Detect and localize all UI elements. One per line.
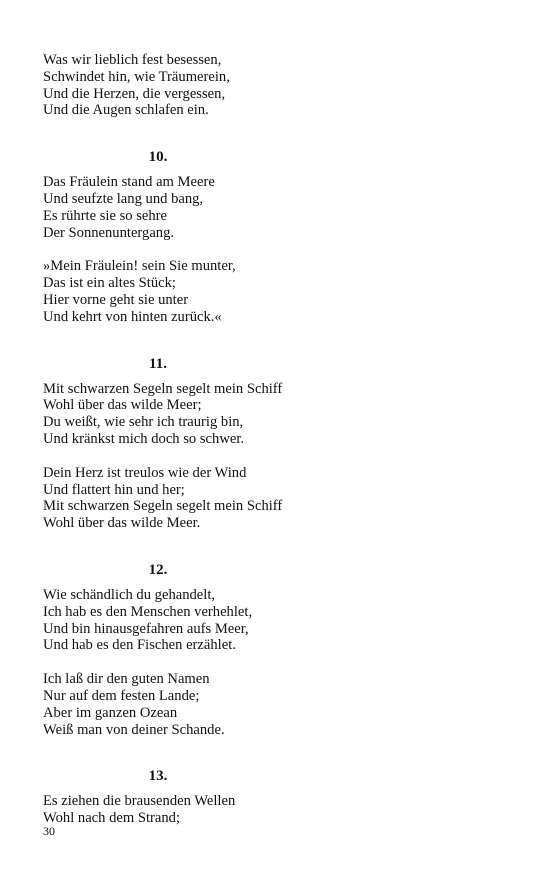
stanza-10-1 (43, 174, 273, 241)
verse-line: Wohl nach dem Strand; (43, 810, 181, 827)
verse-line: Und die Augen schlafen ein. (43, 102, 209, 119)
verse-line: Nur auf dem festen Lande; (43, 687, 200, 704)
stanza-12-2 (43, 671, 273, 738)
poem-number-12: 12. (148, 561, 168, 578)
verse-line: Das ist ein altes Stück; (43, 275, 176, 292)
verse-line: Das Fräulein stand am Meere (43, 174, 215, 191)
verse-line: Und bin hinausgefahren aufs Meer, (43, 620, 249, 637)
verse-line: Mit schwarzen Segeln segelt mein Schiff (43, 380, 283, 397)
stanza-gap (43, 654, 273, 671)
verse-line: Schwindet hin, wie Träumerein, (43, 68, 230, 85)
verse-line: Der Sonnenuntergang. (43, 224, 175, 241)
verse-line: Es rührte sie so sehre (43, 207, 168, 224)
verse-line: Und hab es den Fischen erzählet. (43, 637, 236, 654)
stanza-13-1 (43, 793, 273, 827)
poem-number-10: 10. (148, 149, 168, 166)
stanza-10-2 (43, 258, 273, 325)
verse-line: Dein Herz ist treulos wie der Wind (43, 464, 247, 481)
verse-line: Und flattert hin und her; (43, 481, 185, 498)
verse-line: »Mein Fräulein! sein Sie munter, (43, 258, 236, 275)
verse-line: Und kehrt von hinten zurück.« (43, 308, 222, 325)
stanza-12-1 (43, 587, 273, 654)
verse-line: Weiß man von deiner Schande. (43, 721, 225, 738)
verse-line: Du weißt, wie sehr ich traurig bin, (43, 414, 244, 431)
stanza-gap (43, 448, 273, 465)
verse-line: Wohl über das wilde Meer; (43, 397, 202, 414)
poem-page (43, 52, 283, 827)
stanza-11-1 (43, 380, 283, 448)
page-number: 30 (43, 824, 55, 838)
verse-line: Aber im ganzen Ozean (43, 704, 178, 721)
poem-number-11: 11. (149, 355, 167, 372)
verse-line: Wohl über das wilde Meer. (43, 515, 201, 532)
verse-line: Mit schwarzen Segeln segelt mein Schiff (43, 498, 283, 515)
stanza-intro (43, 52, 273, 119)
verse-line: Und die Herzen, die vergessen, (43, 85, 226, 102)
verse-line: Ich laß dir den guten Namen (43, 671, 210, 688)
verse-line: Und seufzte lang und bang, (43, 190, 204, 207)
verse-line: Es ziehen die brausenden Wellen (43, 793, 236, 810)
poem-number-13: 13. (148, 768, 168, 785)
verse-line: Hier vorne geht sie unter (43, 291, 189, 308)
stanza-gap (43, 241, 273, 258)
verse-line: Ich hab es den Menschen verhehlet, (43, 603, 253, 620)
verse-line: Was wir lieblich fest besessen, (43, 52, 222, 68)
verse-line: Wie schändlich du gehandelt, (43, 586, 216, 603)
verse-line: Und kränkst mich doch so schwer. (43, 430, 245, 447)
stanza-11-2 (43, 464, 283, 532)
